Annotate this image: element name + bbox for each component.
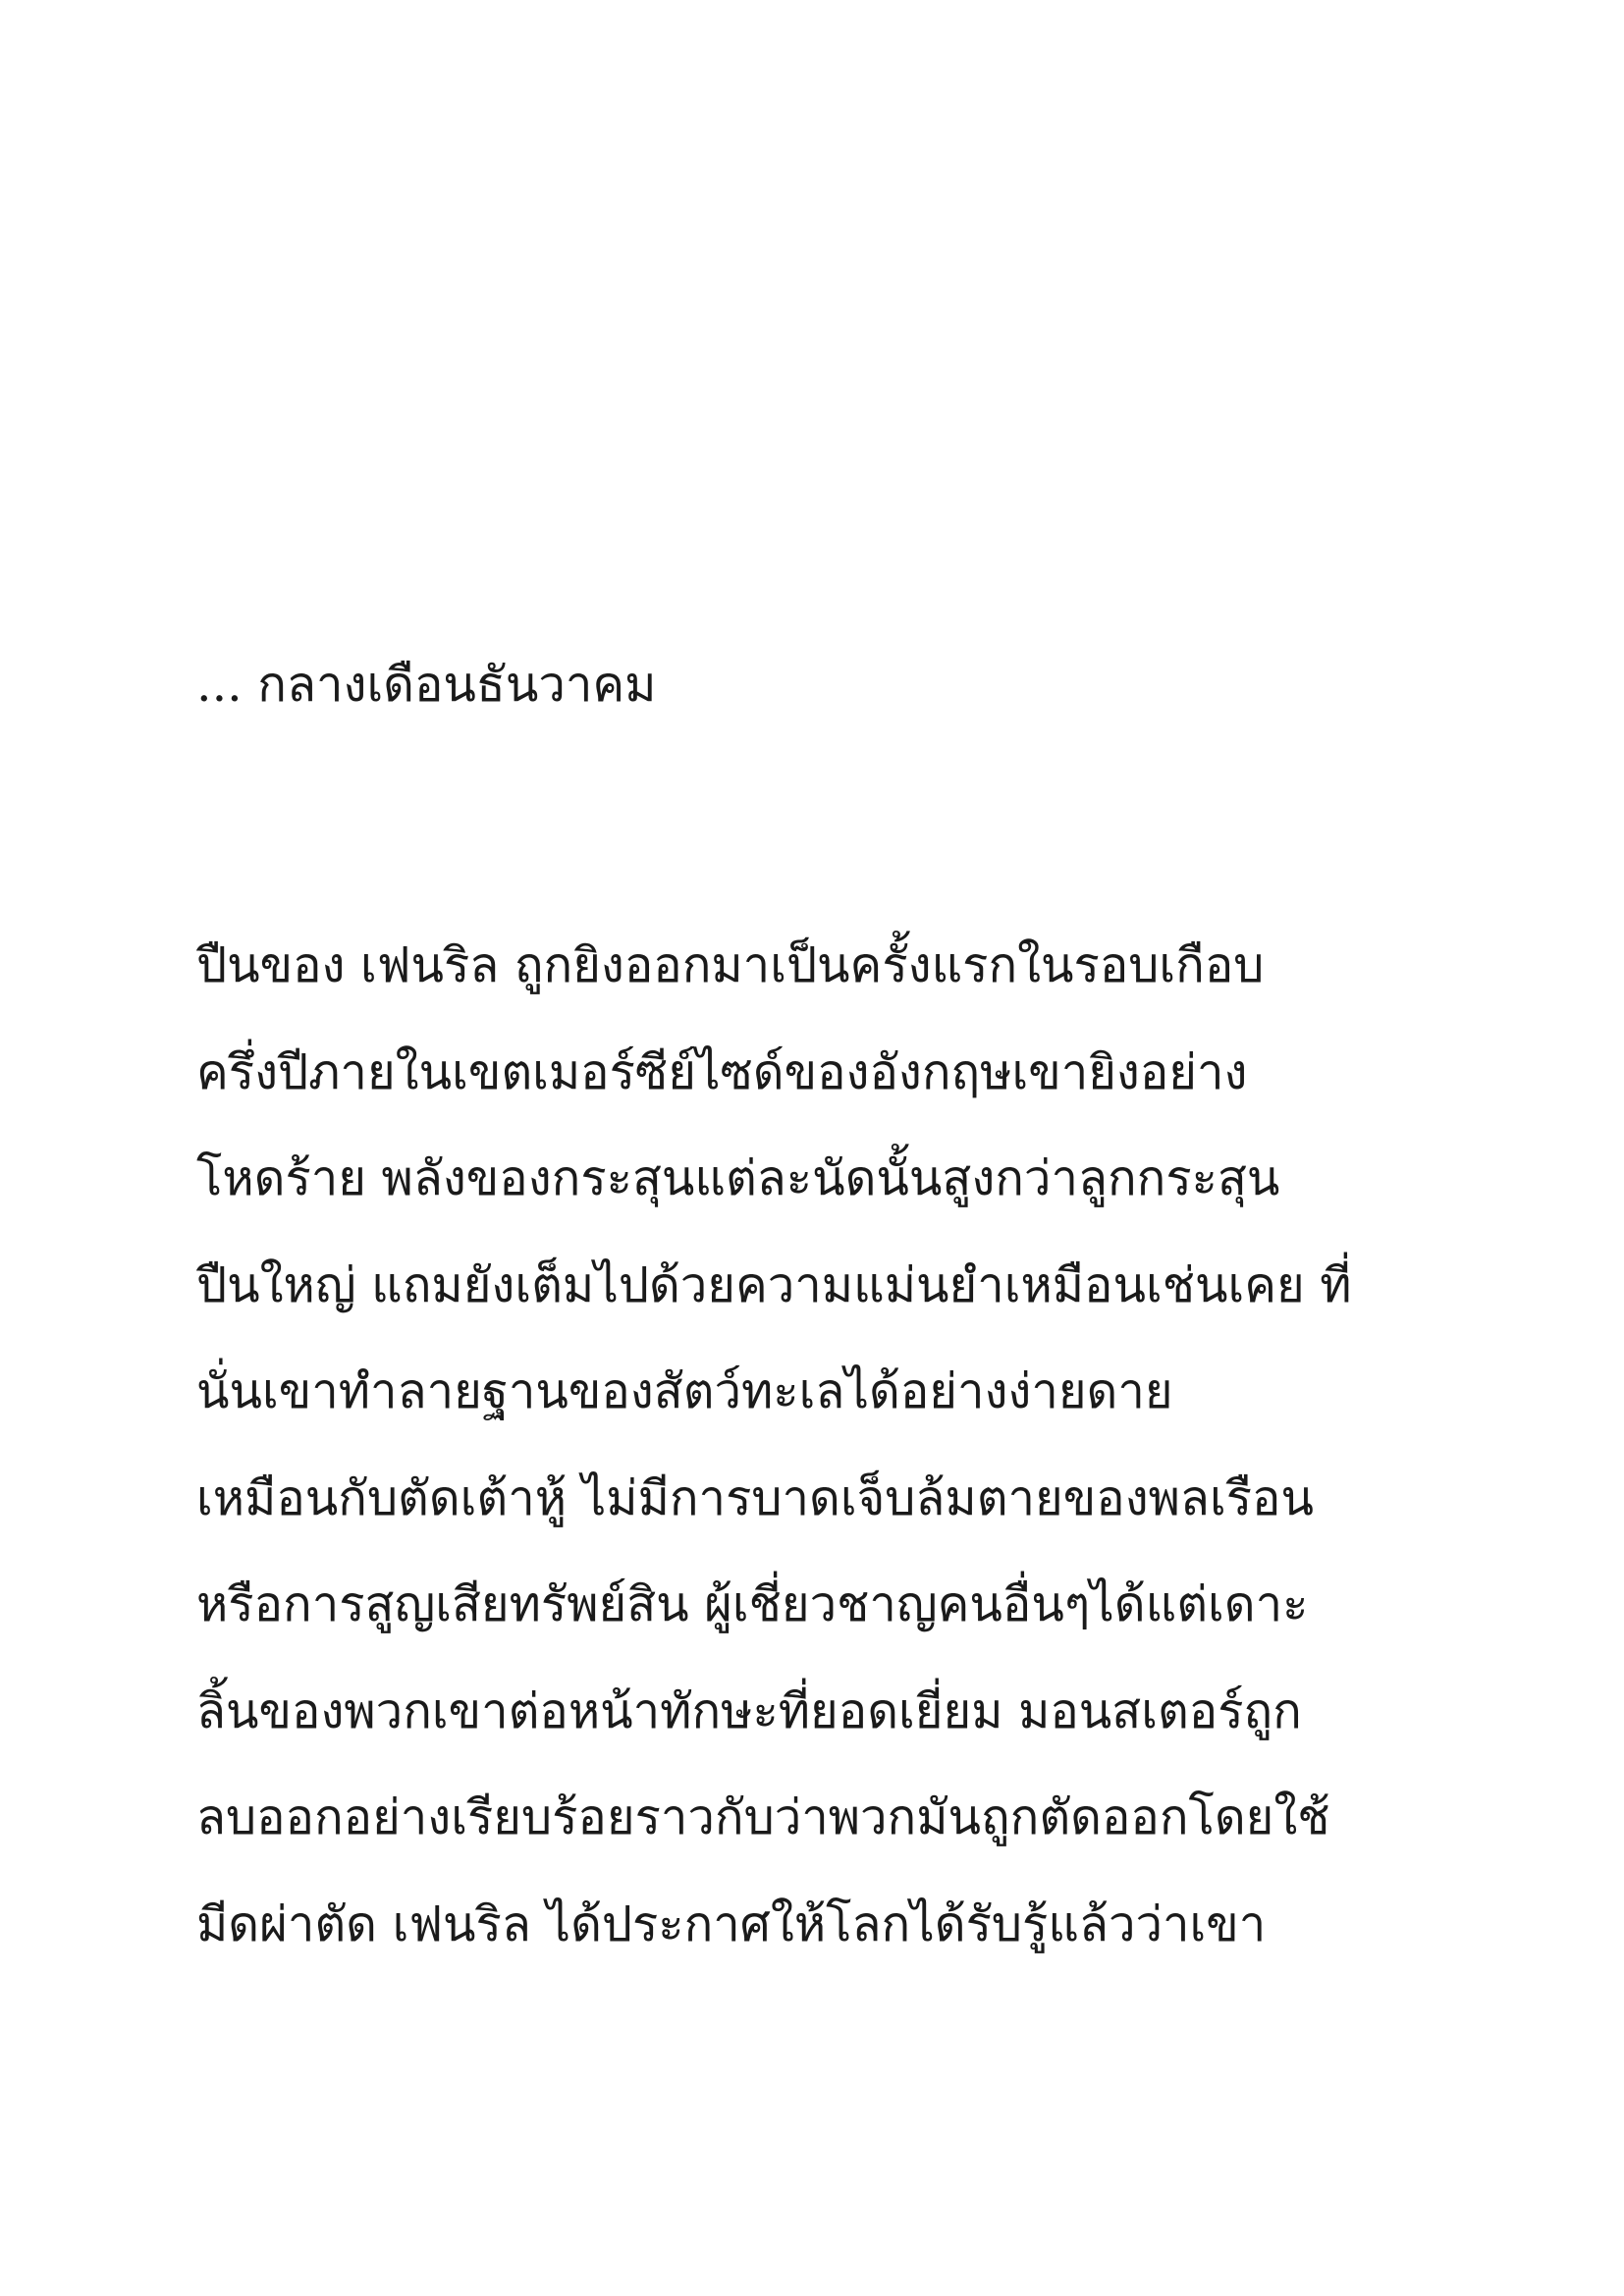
text-line: ลิ้นของพวกเขาต่อหน้าทักษะที่ยอดเยี่ยม มอนสเตอร์ถูก bbox=[196, 1682, 1302, 1739]
text-line: ครึ่งปีภายในเขตเมอร์ซีย์ไซด์ของอังกฤษเขายิงอย่าง bbox=[196, 1043, 1248, 1100]
text-line: มีดผ่าตัด เฟนริล ได้ประกาศให้โลกได้รับรู้แล้วว่าเขา bbox=[196, 1896, 1267, 1952]
text-line: ปืนใหญ่ แถมยังเต็มไปด้วยความแม่นยำเหมือนเช่นเคย ที่ bbox=[196, 1256, 1352, 1313]
text-line: หรือการสูญเสียทรัพย์สิน ผู้เชี่ยวชาญคนอื่นๆได้แต่เดาะ bbox=[196, 1576, 1309, 1632]
body-paragraph bbox=[196, 927, 1473, 1992]
text-line: ปืนของ เฟนริล ถูกยิงออกมาเป็นครั้งแรกในรอบเกือบ bbox=[196, 937, 1265, 993]
text-line: เหมือนกับตัดเต้าหู้ ไม่มีการบาดเจ็บล้มตายของพลเรือน bbox=[196, 1469, 1314, 1526]
text-line: นั่นเขาทำลายฐานของสัตว์ทะเลได้อย่างง่ายดาย bbox=[196, 1363, 1173, 1419]
text-line: ลบออกอย่างเรียบร้อยราวกับว่าพวกมันถูกตัดออกโดยใช้ bbox=[196, 1789, 1330, 1845]
text-line: โหดร้าย พลังของกระสุนแต่ละนัดนั้นสูงกว่าลูกกระสุน bbox=[196, 1150, 1280, 1206]
scene-heading: ... กลางเดือนธันวาคม bbox=[196, 657, 657, 713]
